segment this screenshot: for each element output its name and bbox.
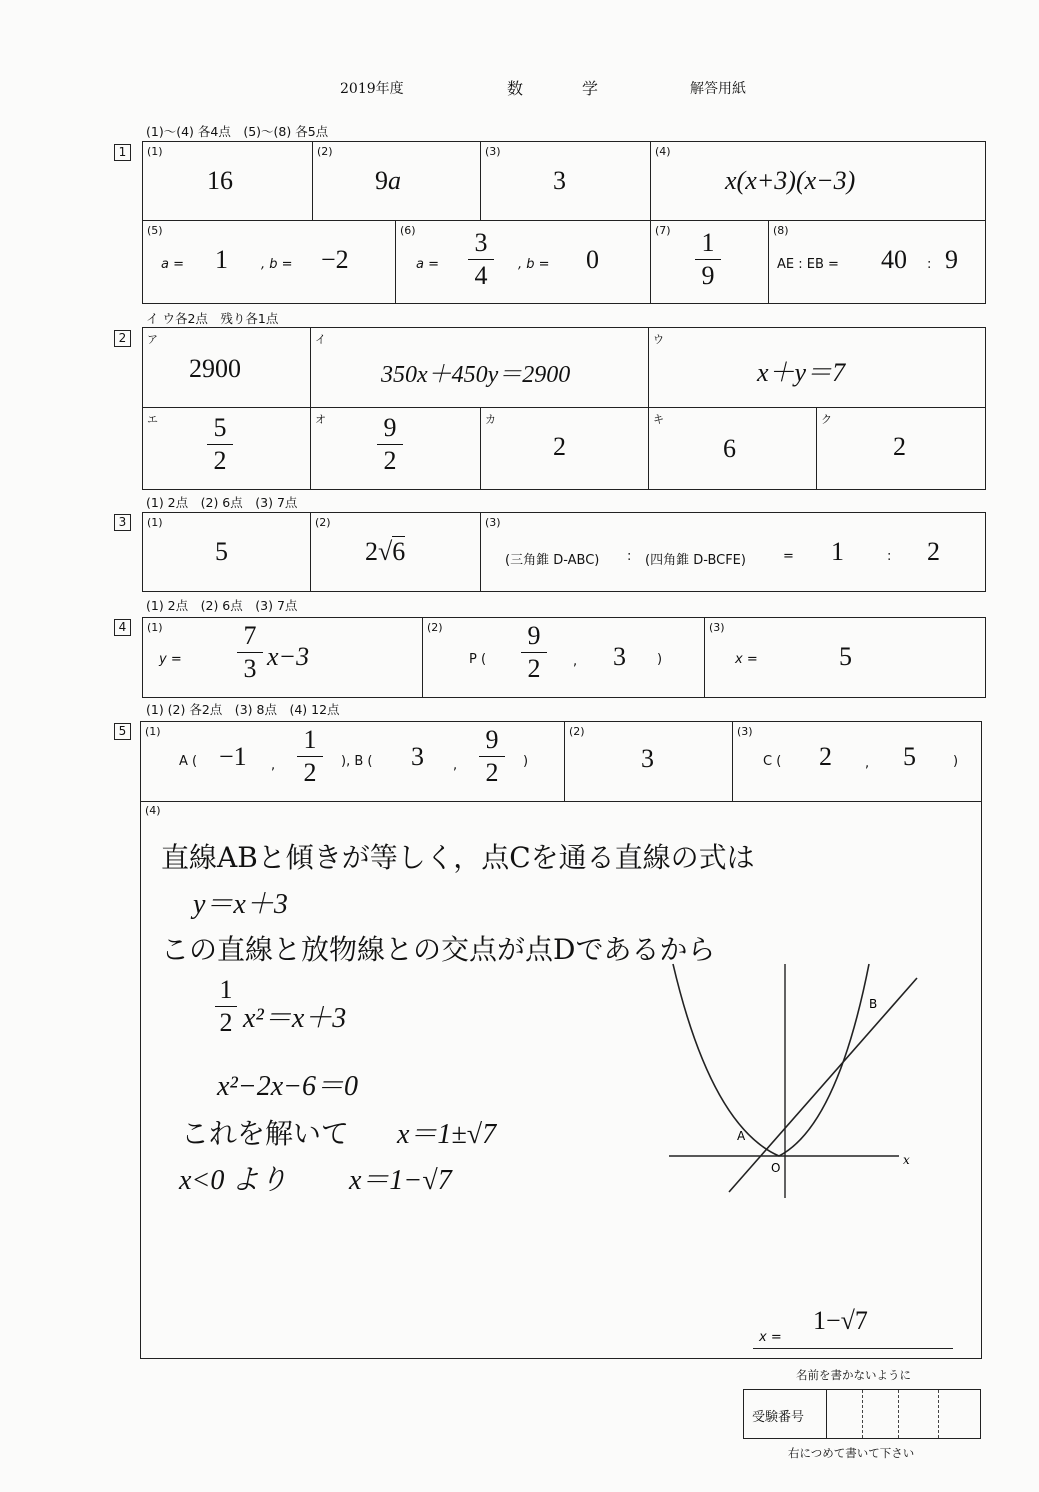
fraction-bar <box>207 444 233 445</box>
q5-1-Bx: 3 <box>411 742 424 771</box>
q5-label-3: (3) <box>737 725 753 738</box>
q5-final-underline <box>753 1348 953 1349</box>
q4-cell-3 <box>705 618 985 697</box>
q5-3-close: ) <box>953 754 959 769</box>
q5-work-line-4-num: 1 <box>219 975 233 1004</box>
graph-x-label: x <box>903 1153 910 1167</box>
q2-points: イ ウ各2点 残り各1点 <box>146 311 279 326</box>
q2-answer-ka: 2 <box>553 432 566 461</box>
q1-row-1 <box>143 142 985 220</box>
q2-e-den: 2 <box>213 446 227 475</box>
q2-cell-ki <box>649 408 817 489</box>
q5-answer-2: 3 <box>641 744 654 773</box>
q5-cell-3 <box>733 722 981 801</box>
q4-2-y: 3 <box>613 642 626 671</box>
q1-6-a-den: 4 <box>474 261 488 290</box>
q2-cell-ka <box>481 408 649 489</box>
q3-3-left: (三角錐 D-ABC) <box>505 553 600 568</box>
q1-8-left: 40 <box>881 245 907 274</box>
q5-answer-box <box>140 721 982 1359</box>
q4-3-value: 5 <box>839 642 852 671</box>
header-subject-1: 数 <box>507 79 524 98</box>
q4-2-x-fraction <box>521 622 547 683</box>
fraction-bar <box>479 756 505 757</box>
q5-1-comma-1: , <box>271 758 276 773</box>
q1-points: (1)～(4) 各4点 (5)～(8) 各5点 <box>146 124 329 139</box>
q2-number: 2 <box>114 330 131 347</box>
q2-o-fraction <box>377 414 403 475</box>
q2-label-i: イ <box>315 333 326 346</box>
q3-number: 3 <box>114 514 131 531</box>
q4-3-label: x = <box>735 652 758 667</box>
q5-work-line-6a: これを解いて <box>181 1117 350 1150</box>
q1-label-4: (4) <box>655 145 671 158</box>
q1-label-1: (1) <box>147 145 163 158</box>
header-subject-2: 学 <box>582 79 599 98</box>
q3-answer-2 <box>365 537 405 567</box>
footer-note: 名前を書かないように <box>796 1368 911 1382</box>
q1-label-5: (5) <box>147 224 163 237</box>
q2-answer-a: 2900 <box>189 354 241 383</box>
fraction-bar <box>377 444 403 445</box>
q5-work-line-4: x²＝x＋3 <box>243 1003 347 1034</box>
q3-label-3: (3) <box>485 516 501 529</box>
q1-6-b-value: 0 <box>586 245 599 274</box>
q1-7-den: 9 <box>701 261 715 290</box>
parabola-curve <box>673 964 869 1156</box>
q1-cell-1 <box>143 142 313 220</box>
q5-3-Cx: 2 <box>819 742 832 771</box>
q5-work-line-6b: x＝1±√7 <box>397 1119 497 1150</box>
q5-1-Ay-fraction <box>297 726 323 787</box>
exam-number-divider <box>826 1390 827 1438</box>
q1-5-b-value: −2 <box>321 245 349 274</box>
q3-3-right-value: 2 <box>927 537 940 566</box>
q3-label-2: (2) <box>315 516 331 529</box>
q5-work-line-4-den: 2 <box>219 1008 233 1037</box>
q4-1-label: y = <box>159 652 182 667</box>
q5-label-1: (1) <box>145 725 161 738</box>
q5-1-B-label: ), B ( <box>341 754 373 769</box>
q3-3-left-value: 1 <box>831 537 844 566</box>
q3-answer-2-coef: 2 <box>365 537 378 566</box>
q4-number: 4 <box>114 619 131 636</box>
q5-work-line-3: この直線と放物線との交点が点Dであるから <box>161 933 716 966</box>
q5-1-close: ) <box>523 754 529 769</box>
header-sheet-title: 解答用紙 <box>690 81 746 97</box>
q5-work-line-4-fraction <box>215 976 237 1037</box>
q2-label-u: ウ <box>653 333 664 346</box>
q3-answer-1: 5 <box>215 537 228 566</box>
q2-row-2 <box>143 408 985 489</box>
q5-label-4: (4) <box>145 804 161 817</box>
q5-label-2: (2) <box>569 725 585 738</box>
q1-label-3: (3) <box>485 145 501 158</box>
q2-e-num: 5 <box>213 413 227 442</box>
q1-cell-8 <box>769 221 985 303</box>
q5-1-comma-2: , <box>453 758 458 773</box>
q1-answer-1: 16 <box>207 166 233 195</box>
q1-label-2: (2) <box>317 145 333 158</box>
q1-5-b-label: , b = <box>261 257 293 272</box>
q2-label-a: ア <box>147 333 158 346</box>
q4-points: (1) 2点 (2) 6点 (3) 7点 <box>146 598 298 613</box>
q2-label-e: エ <box>147 413 158 426</box>
q4-1-num: 7 <box>243 621 257 650</box>
q2-o-den: 2 <box>383 446 397 475</box>
q5-number: 5 <box>114 723 131 740</box>
exam-digit-sep <box>938 1390 939 1438</box>
q4-label-1: (1) <box>147 621 163 634</box>
fraction-bar <box>237 652 263 653</box>
q2-cell-i <box>311 328 649 407</box>
fraction-bar <box>468 259 494 260</box>
q4-1-fraction <box>237 622 263 683</box>
fraction-bar <box>215 1006 237 1007</box>
q5-1-Ay-den: 2 <box>303 758 317 787</box>
q1-8-label: AE : EB = <box>777 257 839 272</box>
q1-cell-2 <box>313 142 481 220</box>
exam-number-label: 受験番号 <box>752 1410 805 1425</box>
q3-3-colon: : <box>627 549 632 564</box>
q2-answer-ki: 6 <box>723 434 736 463</box>
graph-point-A: A <box>737 1129 746 1143</box>
q1-answer-2 <box>375 166 401 196</box>
q1-cell-7 <box>651 221 769 303</box>
exam-digit-sep <box>862 1390 863 1438</box>
fraction-bar <box>521 652 547 653</box>
graph-origin-O: O <box>771 1161 781 1175</box>
q5-work-line-7b: x＝1−√7 <box>349 1165 452 1196</box>
q5-1-By-num: 9 <box>485 725 499 754</box>
q1-answer-4: x(x+3)(x−3) <box>725 166 856 195</box>
q1-6-a-label: a = <box>416 257 439 272</box>
q1-7-num: 1 <box>701 228 715 257</box>
q2-e-fraction <box>207 414 233 475</box>
q5-1-Ax: −1 <box>219 742 247 771</box>
q2-label-ki: キ <box>653 413 664 426</box>
line-AB <box>729 978 917 1192</box>
q3-cell-1 <box>143 513 311 591</box>
q2-cell-u <box>649 328 985 407</box>
q4-label-2: (2) <box>427 621 443 634</box>
q4-2-label: P ( <box>469 652 487 667</box>
q1-cell-3 <box>481 142 651 220</box>
q1-6-a-num: 3 <box>474 228 488 257</box>
q1-label-6: (6) <box>400 224 416 237</box>
fraction-bar <box>695 259 721 260</box>
q4-1-rest: x−3 <box>267 642 310 671</box>
q1-cell-6 <box>396 221 651 303</box>
q1-6-b-label: , b = <box>518 257 550 272</box>
q5-work-line-5: x²−2x−6＝0 <box>217 1071 359 1102</box>
q1-7-fraction <box>695 229 721 290</box>
q1-cell-4 <box>651 142 985 220</box>
q5-3-comma: , <box>865 756 870 771</box>
q5-3-C-label: C ( <box>763 754 782 769</box>
q3-cell-2 <box>311 513 481 591</box>
q2-label-o: オ <box>315 413 326 426</box>
q1-8-right: 9 <box>945 245 958 274</box>
q2-answer-i: 350x＋450y＝2900 <box>381 362 571 388</box>
q5-work-line-1: 直線ABと傾きが等しく，点Cを通る直線の式は <box>161 841 755 874</box>
q1-6-a-fraction <box>468 229 494 290</box>
q4-label-3: (3) <box>709 621 725 634</box>
q5-3-Cy: 5 <box>903 742 916 771</box>
q5-1-A-label: A ( <box>179 754 198 769</box>
q5-work-line-2: y＝x＋3 <box>193 889 288 920</box>
q5-1-By-fraction <box>479 726 505 787</box>
q3-3-sep: : <box>887 549 892 564</box>
q1-number: 1 <box>114 144 131 161</box>
q5-row-divider <box>141 801 981 802</box>
q3-points: (1) 2点 (2) 6点 (3) 7点 <box>146 495 298 510</box>
q3-answer-box <box>142 512 986 592</box>
q1-cell-5 <box>143 221 396 303</box>
q1-label-8: (8) <box>773 224 789 237</box>
q5-final-label: x = <box>759 1330 782 1345</box>
header-year: 2019年度 <box>340 81 404 97</box>
q4-2-comma: , <box>573 654 578 669</box>
q1-5-a-label: a = <box>161 257 184 272</box>
q5-cell-1 <box>141 722 565 801</box>
q4-2-x-num: 9 <box>527 621 541 650</box>
q1-8-sep: : <box>927 257 932 272</box>
q3-answer-2-radicand: 6 <box>392 537 406 566</box>
q1-answer-2-var: a <box>388 166 401 195</box>
q4-2-close: ) <box>657 652 663 667</box>
q1-answer-box <box>142 141 986 304</box>
graph-point-B: B <box>869 997 878 1011</box>
q2-label-ku: ク <box>821 413 832 426</box>
q2-answer-box <box>142 327 986 490</box>
q5-work-line-7a: x<0 より <box>179 1165 288 1196</box>
q2-cell-e <box>143 408 311 489</box>
q4-2-x-den: 2 <box>527 654 541 683</box>
q2-answer-u: x＋y＝7 <box>757 358 846 387</box>
q1-5-a-value: 1 <box>215 245 228 274</box>
q2-cell-a <box>143 328 311 407</box>
parabola-graph <box>661 958 921 1208</box>
fraction-bar <box>297 756 323 757</box>
q2-label-ka: カ <box>485 413 496 426</box>
exam-number-box <box>743 1389 981 1439</box>
exam-digit-sep <box>898 1390 899 1438</box>
q4-cell-2 <box>423 618 705 697</box>
q5-row-1 <box>141 722 981 801</box>
footer-note-2: 右につめて書いて下さい <box>788 1446 915 1460</box>
q3-3-right: (四角錐 D-BCFE) <box>645 553 746 568</box>
q2-answer-ku: 2 <box>893 432 906 461</box>
q3-cell-3 <box>481 513 985 591</box>
q2-cell-ku <box>817 408 985 489</box>
q5-cell-2 <box>565 722 733 801</box>
q1-row-2 <box>143 221 985 303</box>
q5-points: (1) (2) 各2点 (3) 8点 (4) 12点 <box>146 702 340 717</box>
q3-3-eq: = <box>783 549 794 564</box>
q5-1-By-den: 2 <box>485 758 499 787</box>
q2-row-1 <box>143 328 985 407</box>
q5-1-Ay-num: 1 <box>303 725 317 754</box>
q3-label-1: (1) <box>147 516 163 529</box>
q1-answer-3: 3 <box>553 166 566 195</box>
q1-answer-2-coef: 9 <box>375 166 388 195</box>
q5-final-answer: 1−√7 <box>813 1306 868 1335</box>
q1-label-7: (7) <box>655 224 671 237</box>
q4-answer-box <box>142 617 986 698</box>
q4-cell-1 <box>143 618 423 697</box>
q2-cell-o <box>311 408 481 489</box>
q4-1-den: 3 <box>243 654 257 683</box>
sqrt-symbol: √ <box>378 537 393 566</box>
q2-o-num: 9 <box>383 413 397 442</box>
